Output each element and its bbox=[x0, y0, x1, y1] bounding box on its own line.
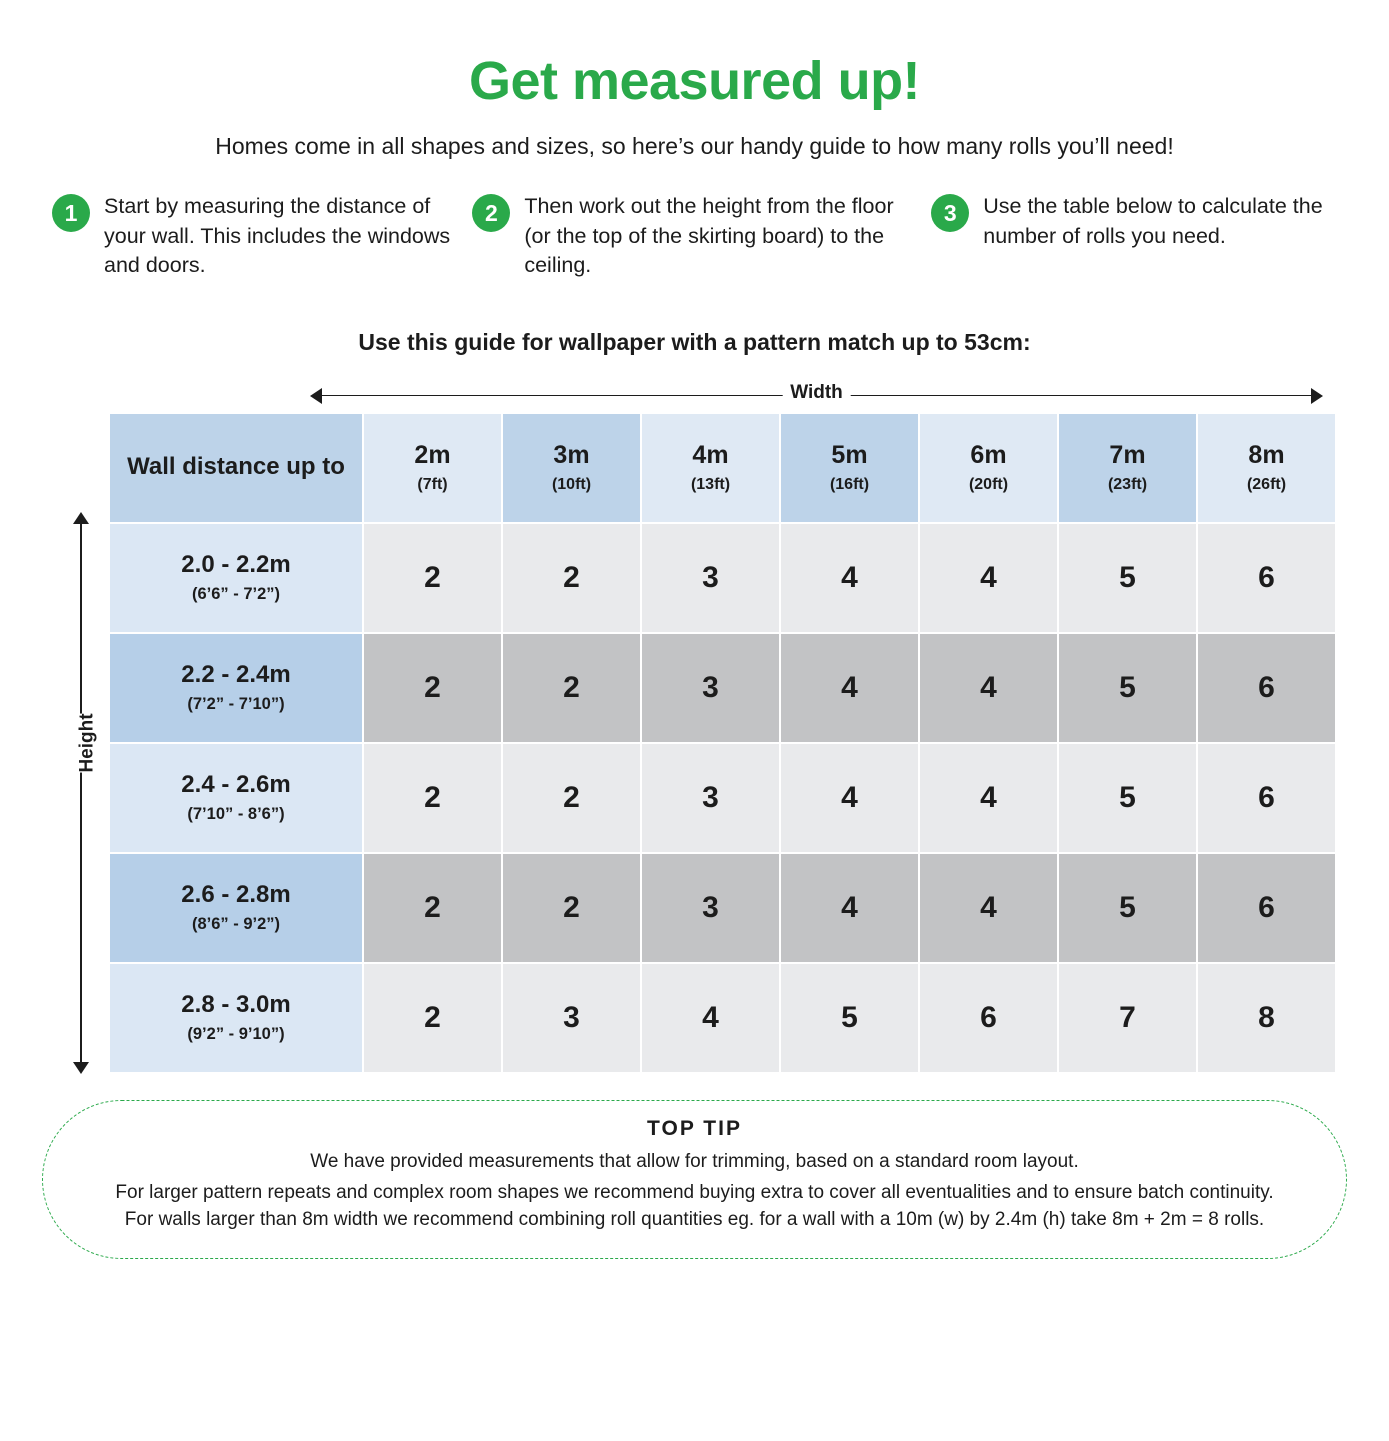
column-header-imperial: (7ft) bbox=[417, 475, 448, 493]
top-tip-box bbox=[42, 1100, 1347, 1259]
column-header-6m bbox=[919, 413, 1058, 523]
guide-heading: Use this guide for wallpaper with a pattern match up to 53cm: bbox=[358, 328, 1031, 355]
arrow-left-icon bbox=[310, 388, 322, 404]
row-header-metric: 2.2 - 2.4m bbox=[181, 660, 291, 688]
table-cell: 4 bbox=[780, 523, 919, 633]
top-tip-title: TOP TIP bbox=[647, 1116, 742, 1140]
arrow-down-icon bbox=[73, 1062, 89, 1074]
row-header-metric: 2.4 - 2.6m bbox=[181, 770, 291, 798]
column-header-imperial: (20ft) bbox=[968, 475, 1009, 493]
table-row bbox=[109, 743, 1336, 853]
table-cell: 6 bbox=[1197, 633, 1336, 743]
table-cell: 5 bbox=[1058, 523, 1197, 633]
row-header bbox=[109, 743, 363, 853]
table-cell: 5 bbox=[1058, 633, 1197, 743]
column-header-2m bbox=[363, 413, 502, 523]
table-row bbox=[109, 963, 1336, 1073]
rolls-table bbox=[108, 412, 1337, 1074]
height-axis-label: Height bbox=[71, 713, 105, 772]
step-text: Then work out the height from the floor (or the top of the skirting board) to the ceiling. bbox=[524, 194, 894, 278]
width-axis-label: Width bbox=[782, 382, 851, 404]
table-row bbox=[109, 853, 1336, 963]
step-item bbox=[931, 192, 1329, 280]
table-cell: 2 bbox=[363, 963, 502, 1073]
table-cell: 3 bbox=[641, 743, 780, 853]
row-header-imperial: (7’2” - 7’10”) bbox=[187, 694, 285, 713]
column-header-imperial: (10ft) bbox=[551, 475, 592, 493]
arrow-up-icon bbox=[73, 512, 89, 524]
column-header-metric: 5m bbox=[831, 441, 868, 469]
height-axis bbox=[52, 412, 108, 1074]
table-zone bbox=[52, 378, 1337, 1074]
column-header-imperial: (23ft) bbox=[1107, 475, 1148, 493]
column-header-imperial: (13ft) bbox=[690, 475, 731, 493]
column-header-4m bbox=[641, 413, 780, 523]
column-header-metric: 3m bbox=[553, 441, 590, 469]
step-text: Start by measuring the distance of your wall. This includes the windows and doors. bbox=[104, 194, 451, 278]
table-cell: 5 bbox=[780, 963, 919, 1073]
top-tip-line: For larger pattern repeats and complex room shapes we recommend buying extra to cover all eventualities and to ensure batch continuity. For walls larger than 8m width we recommend combining roll quantities eg. for a wall with a 10m (w) by 2.4m (h) take 8m + 2m = 8 rolls. bbox=[115, 1181, 1274, 1230]
table-cell: 5 bbox=[1058, 853, 1197, 963]
table-cell: 2 bbox=[502, 523, 641, 633]
row-header-metric: 2.0 - 2.2m bbox=[181, 550, 291, 578]
page-subtitle: Homes come in all shapes and sizes, so here’s our handy guide to how many rolls you’ll need! bbox=[215, 133, 1174, 160]
column-header-metric: 2m bbox=[414, 441, 451, 469]
table-cell: 2 bbox=[502, 853, 641, 963]
column-header-metric: 7m bbox=[1109, 441, 1146, 469]
table-cell: 7 bbox=[1058, 963, 1197, 1073]
table-cell: 4 bbox=[641, 963, 780, 1073]
table-cell: 2 bbox=[363, 523, 502, 633]
row-header-metric: 2.6 - 2.8m bbox=[181, 880, 291, 908]
table-cell: 6 bbox=[1197, 743, 1336, 853]
table-cell: 5 bbox=[1058, 743, 1197, 853]
table-cell: 3 bbox=[641, 523, 780, 633]
column-header-metric: 6m bbox=[970, 441, 1007, 469]
table-cell: 4 bbox=[919, 743, 1058, 853]
table-cell: 2 bbox=[363, 853, 502, 963]
column-header-metric: 4m bbox=[692, 441, 729, 469]
table-cell: 2 bbox=[502, 743, 641, 853]
column-header-metric: 8m bbox=[1248, 441, 1285, 469]
table-cell: 4 bbox=[780, 853, 919, 963]
table-cell: 6 bbox=[1197, 853, 1336, 963]
step-number-badge: 3 bbox=[931, 194, 969, 232]
table-cell: 6 bbox=[919, 963, 1058, 1073]
column-header-8m bbox=[1197, 413, 1336, 523]
arrow-right-icon bbox=[1311, 388, 1323, 404]
table-cell: 2 bbox=[363, 633, 502, 743]
table-cell: 3 bbox=[641, 633, 780, 743]
table-cell: 4 bbox=[919, 523, 1058, 633]
step-text: Use the table below to calculate the number of rolls you need. bbox=[983, 194, 1323, 248]
width-axis bbox=[310, 378, 1323, 412]
table-cell: 4 bbox=[780, 633, 919, 743]
step-item bbox=[52, 192, 450, 280]
top-tip-line: We have provided measurements that allow for trimming, based on a standard room layout. bbox=[310, 1150, 1079, 1172]
page-title: Get measured up! bbox=[468, 51, 921, 111]
row-header bbox=[109, 633, 363, 743]
column-header-imperial: (26ft) bbox=[1246, 475, 1287, 493]
row-header-metric: 2.8 - 3.0m bbox=[181, 990, 291, 1018]
height-axis-line bbox=[80, 520, 82, 1068]
column-header-imperial: (16ft) bbox=[829, 475, 870, 493]
table-row bbox=[109, 633, 1336, 743]
column-header-5m bbox=[780, 413, 919, 523]
column-header-7m bbox=[1058, 413, 1197, 523]
table-cell: 4 bbox=[919, 633, 1058, 743]
table-row bbox=[109, 523, 1336, 633]
row-header-imperial: (7’10” - 8’6”) bbox=[187, 804, 285, 823]
steps-list bbox=[52, 192, 1337, 280]
row-header-imperial: (8’6” - 9’2”) bbox=[191, 914, 281, 933]
row-header-imperial: (6’6” - 7’2”) bbox=[191, 584, 281, 603]
row-header-imperial: (9’2” - 9’10”) bbox=[187, 1024, 285, 1043]
step-item bbox=[472, 192, 909, 280]
table-cell: 4 bbox=[919, 853, 1058, 963]
table-cell: 3 bbox=[641, 853, 780, 963]
table-cell: 2 bbox=[363, 743, 502, 853]
row-header bbox=[109, 853, 363, 963]
table-cell: 8 bbox=[1197, 963, 1336, 1073]
table-cell: 6 bbox=[1197, 523, 1336, 633]
row-header bbox=[109, 963, 363, 1073]
table-cell: 2 bbox=[502, 633, 641, 743]
step-number-badge: 1 bbox=[52, 194, 90, 232]
row-header bbox=[109, 523, 363, 633]
column-header-3m bbox=[502, 413, 641, 523]
table-corner-header: Wall distance up to bbox=[109, 413, 363, 523]
wallpaper-measuring-guide bbox=[0, 52, 1389, 1441]
table-cell: 3 bbox=[502, 963, 641, 1073]
step-number-badge: 2 bbox=[472, 194, 510, 232]
table-cell: 4 bbox=[780, 743, 919, 853]
table-header-row bbox=[109, 413, 1336, 523]
